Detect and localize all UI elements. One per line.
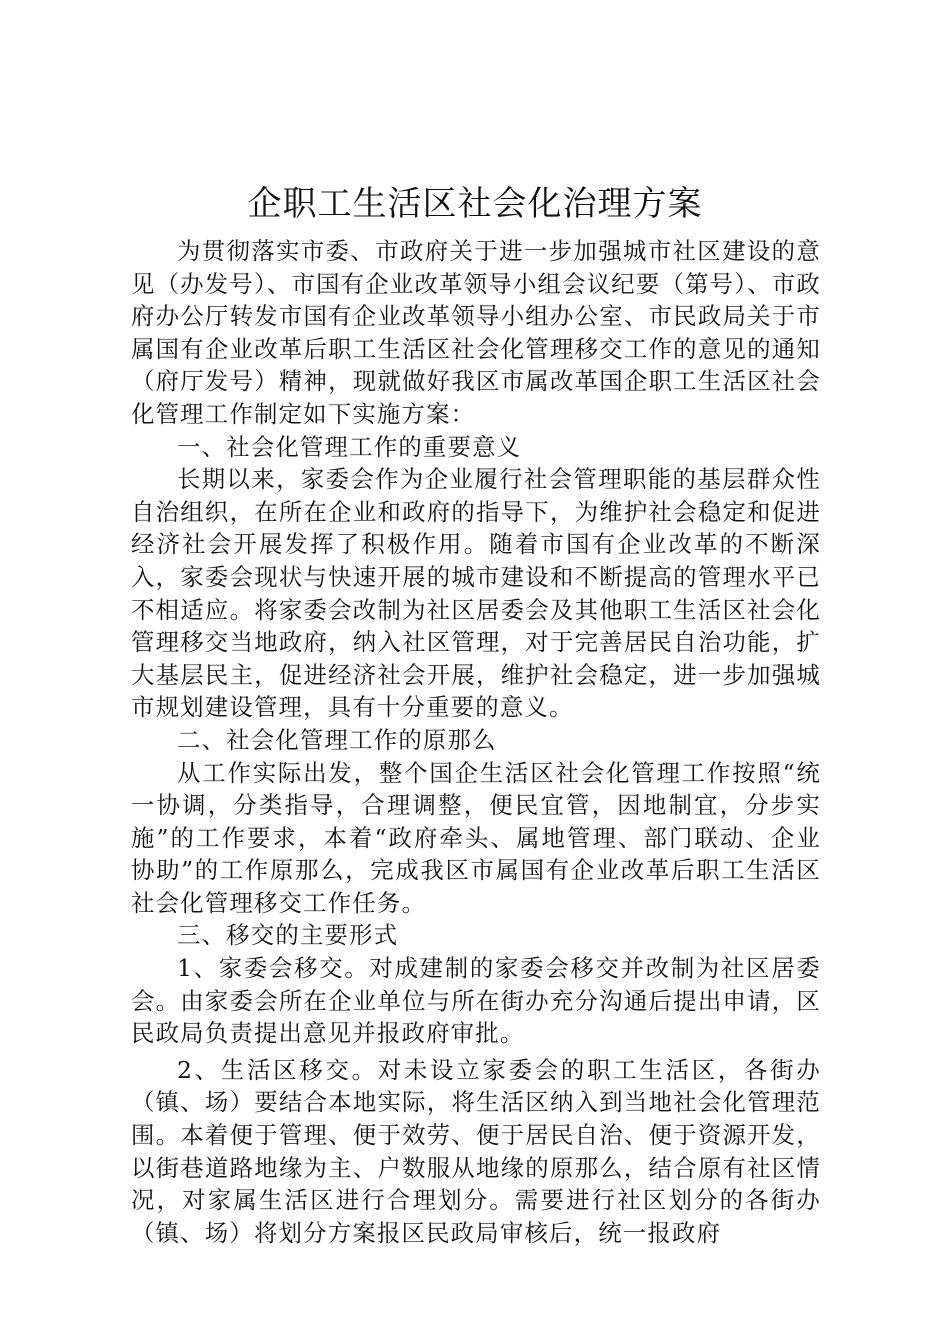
document-title: 企职工生活区社会化治理方案 (247, 184, 703, 224)
section-paragraph-3a: 1、家委会移交。对成建制的家委会移交并改制为社区居委会。由家委会所在企业单位与所在街办充分沟通后提出申请，区民政局负责提出意见并报政府审批。 (131, 954, 821, 1048)
section-heading-2: 二、社会化管理工作的原那么 (177, 725, 497, 754)
section-paragraph-1: 长期以来，家委会作为企业履行社会管理职能的基层群众性自治组织，在所在企业和政府的指导下，为维护社会稳定和促进经济社会开展发挥了积极作用。随着市国有企业改革的不断深入，家委会现状与快速开展的城市建设和不断提高的管理水平已不相适应。将家委会改制为社区居委会及其他职工生活区社会化管理移交当地政府，纳入社区管理，对于完善居民自治功能，扩大基层民主，促进经济社会开展，维护社会稳定，进一步加强城市规划建设管理，具有十分重要的意义。 (131, 465, 821, 722)
section-heading-3: 三、移交的主要形式 (177, 921, 399, 950)
section-paragraph-3b: 2、生活区移交。对未设立家委会的职工生活区，各街办（镇、场）要结合本地实际，将生活区纳入到当地社会化管理范围。本着便于管理、便于效劳、便于居民自治、便于资源开发，以街巷道路地缘为主、户数服从地缘的原那么，结合原有社区情况，对家属生活区进行合理划分。需要进行社区划分的各街办（镇、场）将划分方案报区民政局审核后，统一报政府 (131, 1055, 821, 1247)
document-body (131, 235, 821, 1249)
section-heading-1: 一、社会化管理工作的重要意义 (177, 432, 522, 461)
section-paragraph-2: 从工作实际出发，整个国企生活区社会化管理工作按照“统一协调，分类指导，合理调整，便民宜管，因地制宜，分步实施”的工作要求，本着“政府牵头、属地管理、部门联动、企业协助”的工作原那么，完成我区市属国有企业改革后职工生活区社会化管理移交工作任务。 (131, 758, 821, 917)
intro-paragraph: 为贯彻落实市委、市政府关于进一步加强城市社区建设的意见（办发号）、市国有企业改革领导小组会议纪要（第号）、市政府办公厅转发市国有企业改革领导小组办公室、市民政局关于市属国有企业改革后职工生活区社会化管理移交工作的意见的通知（府厅发号）精神，现就做好我区市属改革国企职工生活区社会化管理工作制定如下实施方案： (131, 237, 821, 428)
